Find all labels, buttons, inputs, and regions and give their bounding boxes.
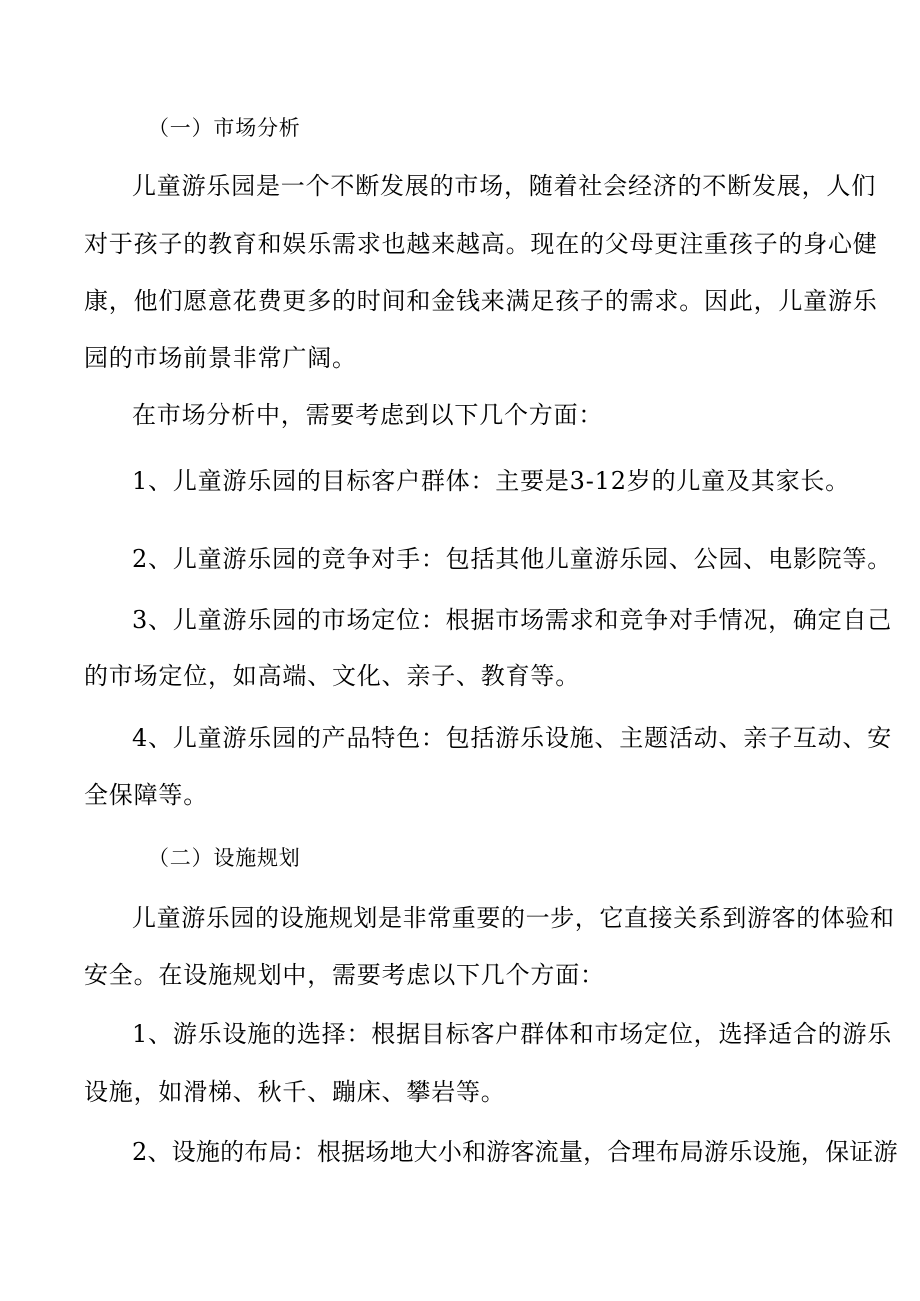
paragraph-line: 园的市场前景非常广阔。 <box>84 344 357 372</box>
paragraph-line: 设施，如滑梯、秋千、蹦床、攀岩等。 <box>84 1078 506 1106</box>
paragraph-line: 1、游乐设施的选择：根据目标客户群体和市场定位，选择适合的游乐 <box>132 1020 893 1048</box>
paragraph-market-aspects: 在市场分析中，需要考虑到以下几个方面： <box>132 401 604 429</box>
section-heading-market-analysis: （一）市场分析 <box>148 116 301 140</box>
paragraph-line: 全保障等。 <box>84 781 208 809</box>
paragraph-line: 的市场定位，如高端、文化、亲子、教育等。 <box>84 662 580 690</box>
paragraph-line: 儿童游乐园的设施规划是非常重要的一步，它直接关系到游客的体验和 <box>132 904 895 932</box>
paragraph-line: 对于孩子的教育和娱乐需求也越来越高。现在的父母更注重孩子的身心健 <box>84 230 878 258</box>
list-item-competitors: 2、儿童游乐园的竞争对手：包括其他儿童游乐园、公园、电影院等。 <box>132 545 893 573</box>
list-item-target-customers: 1、儿童游乐园的目标客户群体：主要是3-12岁的儿童及其家长。 <box>132 467 850 495</box>
section-heading-facility-planning: （二）设施规划 <box>148 846 301 870</box>
paragraph-line: 儿童游乐园是一个不断发展的市场，随着社会经济的不断发展，人们 <box>132 172 876 200</box>
paragraph-line: 康，他们愿意花费更多的时间和金钱来满足孩子的需求。因此，儿童游乐 <box>84 287 878 315</box>
paragraph-line: 3、儿童游乐园的市场定位：根据市场需求和竞争对手情况，确定自己 <box>132 606 893 634</box>
paragraph-line: 4、儿童游乐园的产品特色：包括游乐设施、主题活动、亲子互动、安 <box>132 724 893 752</box>
list-item-facility-layout: 2、设施的布局：根据场地大小和游客流量，合理布局游乐设施，保证游 <box>132 1138 898 1166</box>
paragraph-line: 安全。在设施规划中，需要考虑以下几个方面： <box>84 961 605 989</box>
